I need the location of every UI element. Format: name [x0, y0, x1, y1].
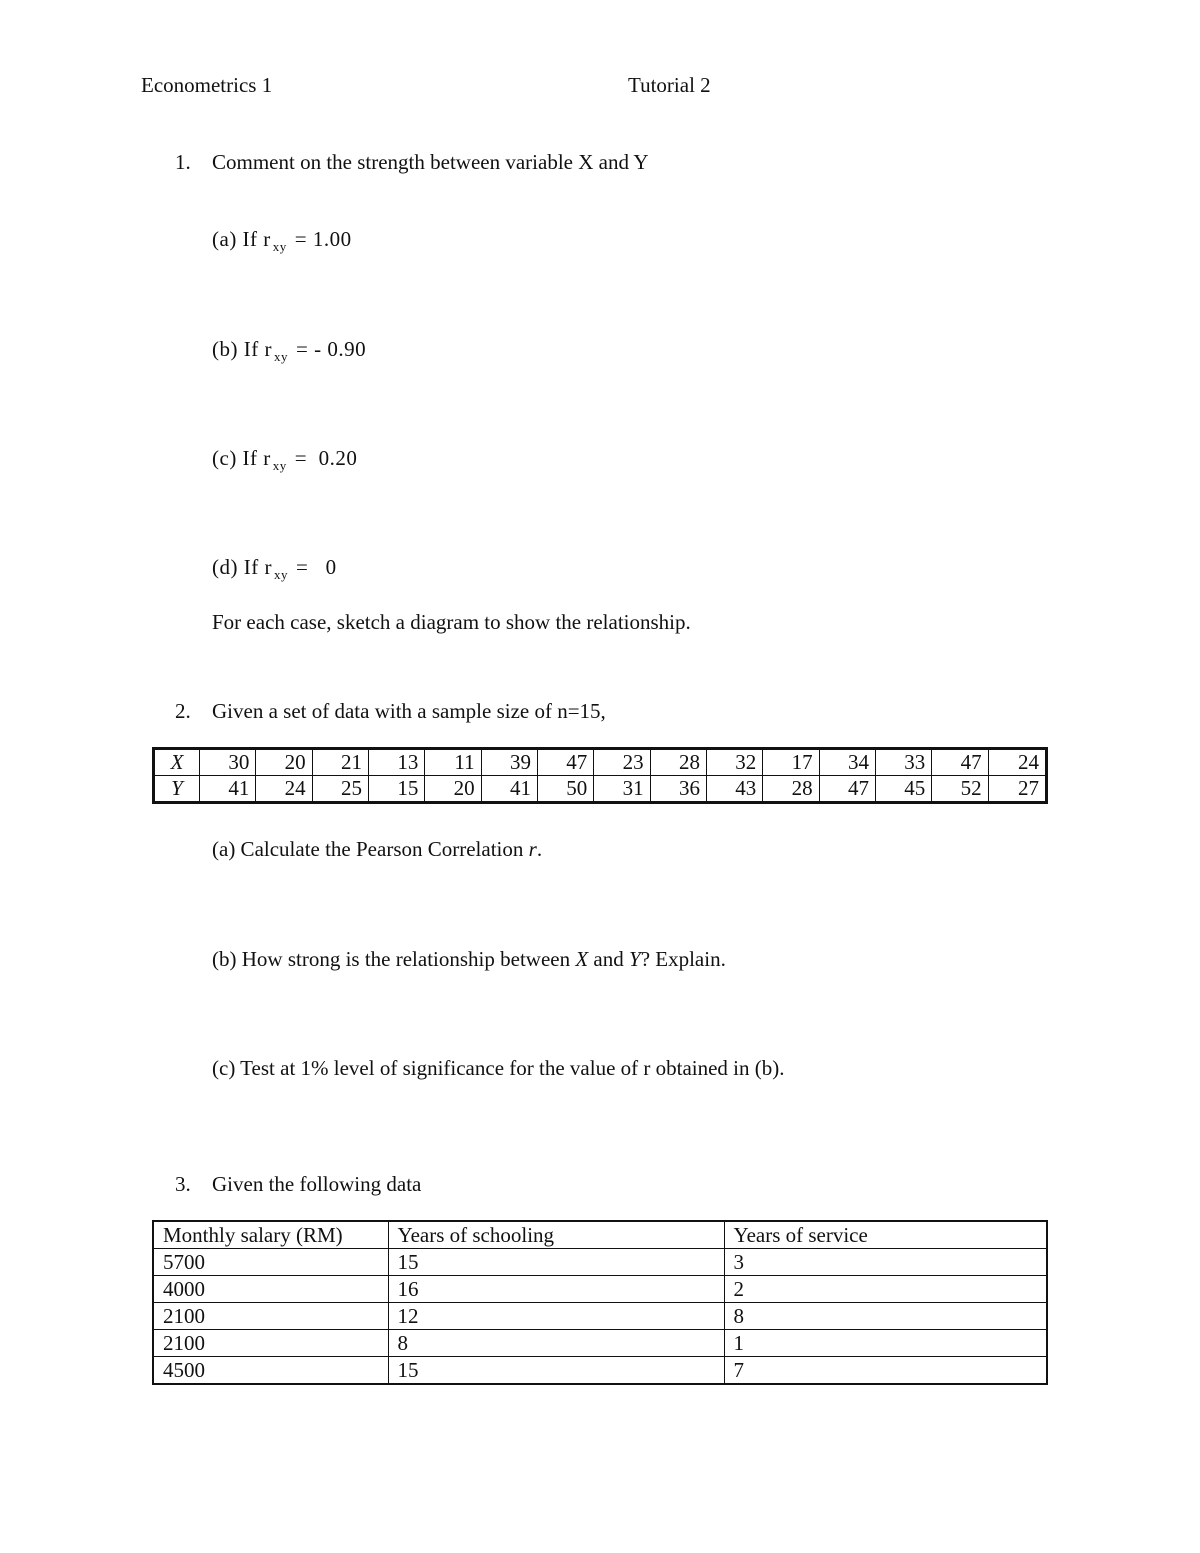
y-cell: 28 — [763, 776, 819, 803]
x-cell: 39 — [481, 749, 537, 776]
x-cell: 47 — [932, 749, 988, 776]
table-header-row — [153, 1221, 1047, 1249]
y-cell: 47 — [819, 776, 875, 803]
y-cell: 41 — [200, 776, 256, 803]
salary-cell: 5700 — [153, 1249, 388, 1276]
header-service: Years of service — [724, 1221, 1047, 1249]
schooling-cell: 8 — [388, 1330, 724, 1357]
y-cell: 41 — [481, 776, 537, 803]
schooling-cell: 15 — [388, 1357, 724, 1385]
x-cell: 21 — [312, 749, 368, 776]
y-cell: 45 — [875, 776, 931, 803]
q2-number: 2. — [175, 699, 191, 723]
service-cell: 1 — [724, 1330, 1047, 1357]
y-cell: 52 — [932, 776, 988, 803]
q2-text: Given a set of data with a sample size of n=15, — [212, 699, 606, 723]
salary-cell: 2100 — [153, 1303, 388, 1330]
q3-number: 3. — [175, 1172, 191, 1196]
x-cell: 32 — [706, 749, 762, 776]
q1-text: Comment on the strength between variable X and Y — [212, 150, 649, 174]
q1-part-b: (b) If r $_{xy}$ = - 0.90 — [212, 337, 367, 364]
y-cell: 27 — [988, 776, 1046, 803]
salary-cell: 4000 — [153, 1276, 388, 1303]
x-row — [154, 749, 1047, 776]
xy-data-table — [152, 747, 1048, 804]
y-cell: 36 — [650, 776, 706, 803]
tutorial-title: Tutorial 2 — [628, 73, 711, 97]
x-cell: 11 — [425, 749, 481, 776]
table-row — [153, 1330, 1047, 1357]
y-cell: 43 — [706, 776, 762, 803]
x-cell: 23 — [594, 749, 650, 776]
q3-text: Given the following data — [212, 1172, 422, 1196]
service-cell: 8 — [724, 1303, 1047, 1330]
service-cell: 3 — [724, 1249, 1047, 1276]
y-cell: 31 — [594, 776, 650, 803]
q1-sketch-instruction: For each case, sketch a diagram to show the relationship. — [212, 610, 691, 634]
y-cell: 24 — [256, 776, 312, 803]
schooling-cell: 12 — [388, 1303, 724, 1330]
q2-part-b: (b) How strong is the relationship between X and Y? Explain. — [212, 947, 726, 971]
salary-cell: 4500 — [153, 1357, 388, 1385]
table-row — [153, 1357, 1047, 1385]
x-label: X — [154, 749, 200, 776]
table-row — [153, 1303, 1047, 1330]
x-cell: 28 — [650, 749, 706, 776]
schooling-cell: 15 — [388, 1249, 724, 1276]
header-salary: Monthly salary (RM) — [153, 1221, 388, 1249]
salary-cell: 2100 — [153, 1330, 388, 1357]
q1-part-a: (a) If r $_{xy}$ = 1.00 — [212, 227, 352, 254]
x-cell: 24 — [988, 749, 1046, 776]
service-cell: 2 — [724, 1276, 1047, 1303]
y-cell: 20 — [425, 776, 481, 803]
table-row — [153, 1249, 1047, 1276]
y-cell: 25 — [312, 776, 368, 803]
y-label: Y — [154, 776, 200, 803]
y-cell: 50 — [537, 776, 593, 803]
salary-table — [152, 1220, 1048, 1385]
x-cell: 30 — [200, 749, 256, 776]
x-cell: 13 — [368, 749, 424, 776]
service-cell: 7 — [724, 1357, 1047, 1385]
q2-part-c: (c) Test at 1% level of significance for the value of r obtained in (b). — [212, 1056, 785, 1080]
x-cell: 47 — [537, 749, 593, 776]
q2-part-a: (a) Calculate the Pearson Correlation r. — [212, 837, 543, 861]
y-row — [154, 776, 1047, 803]
x-cell: 33 — [875, 749, 931, 776]
header-schooling: Years of schooling — [388, 1221, 724, 1249]
q1-part-d: (d) If r $_{xy}$ = 0 — [212, 555, 337, 582]
schooling-cell: 16 — [388, 1276, 724, 1303]
course-title: Econometrics 1 — [141, 73, 273, 97]
x-cell: 34 — [819, 749, 875, 776]
q1-part-c: (c) If r $_{xy}$ = 0.20 — [212, 446, 358, 473]
y-cell: 15 — [368, 776, 424, 803]
x-cell: 17 — [763, 749, 819, 776]
x-cell: 20 — [256, 749, 312, 776]
table-row — [153, 1276, 1047, 1303]
q1-number: 1. — [175, 150, 191, 174]
